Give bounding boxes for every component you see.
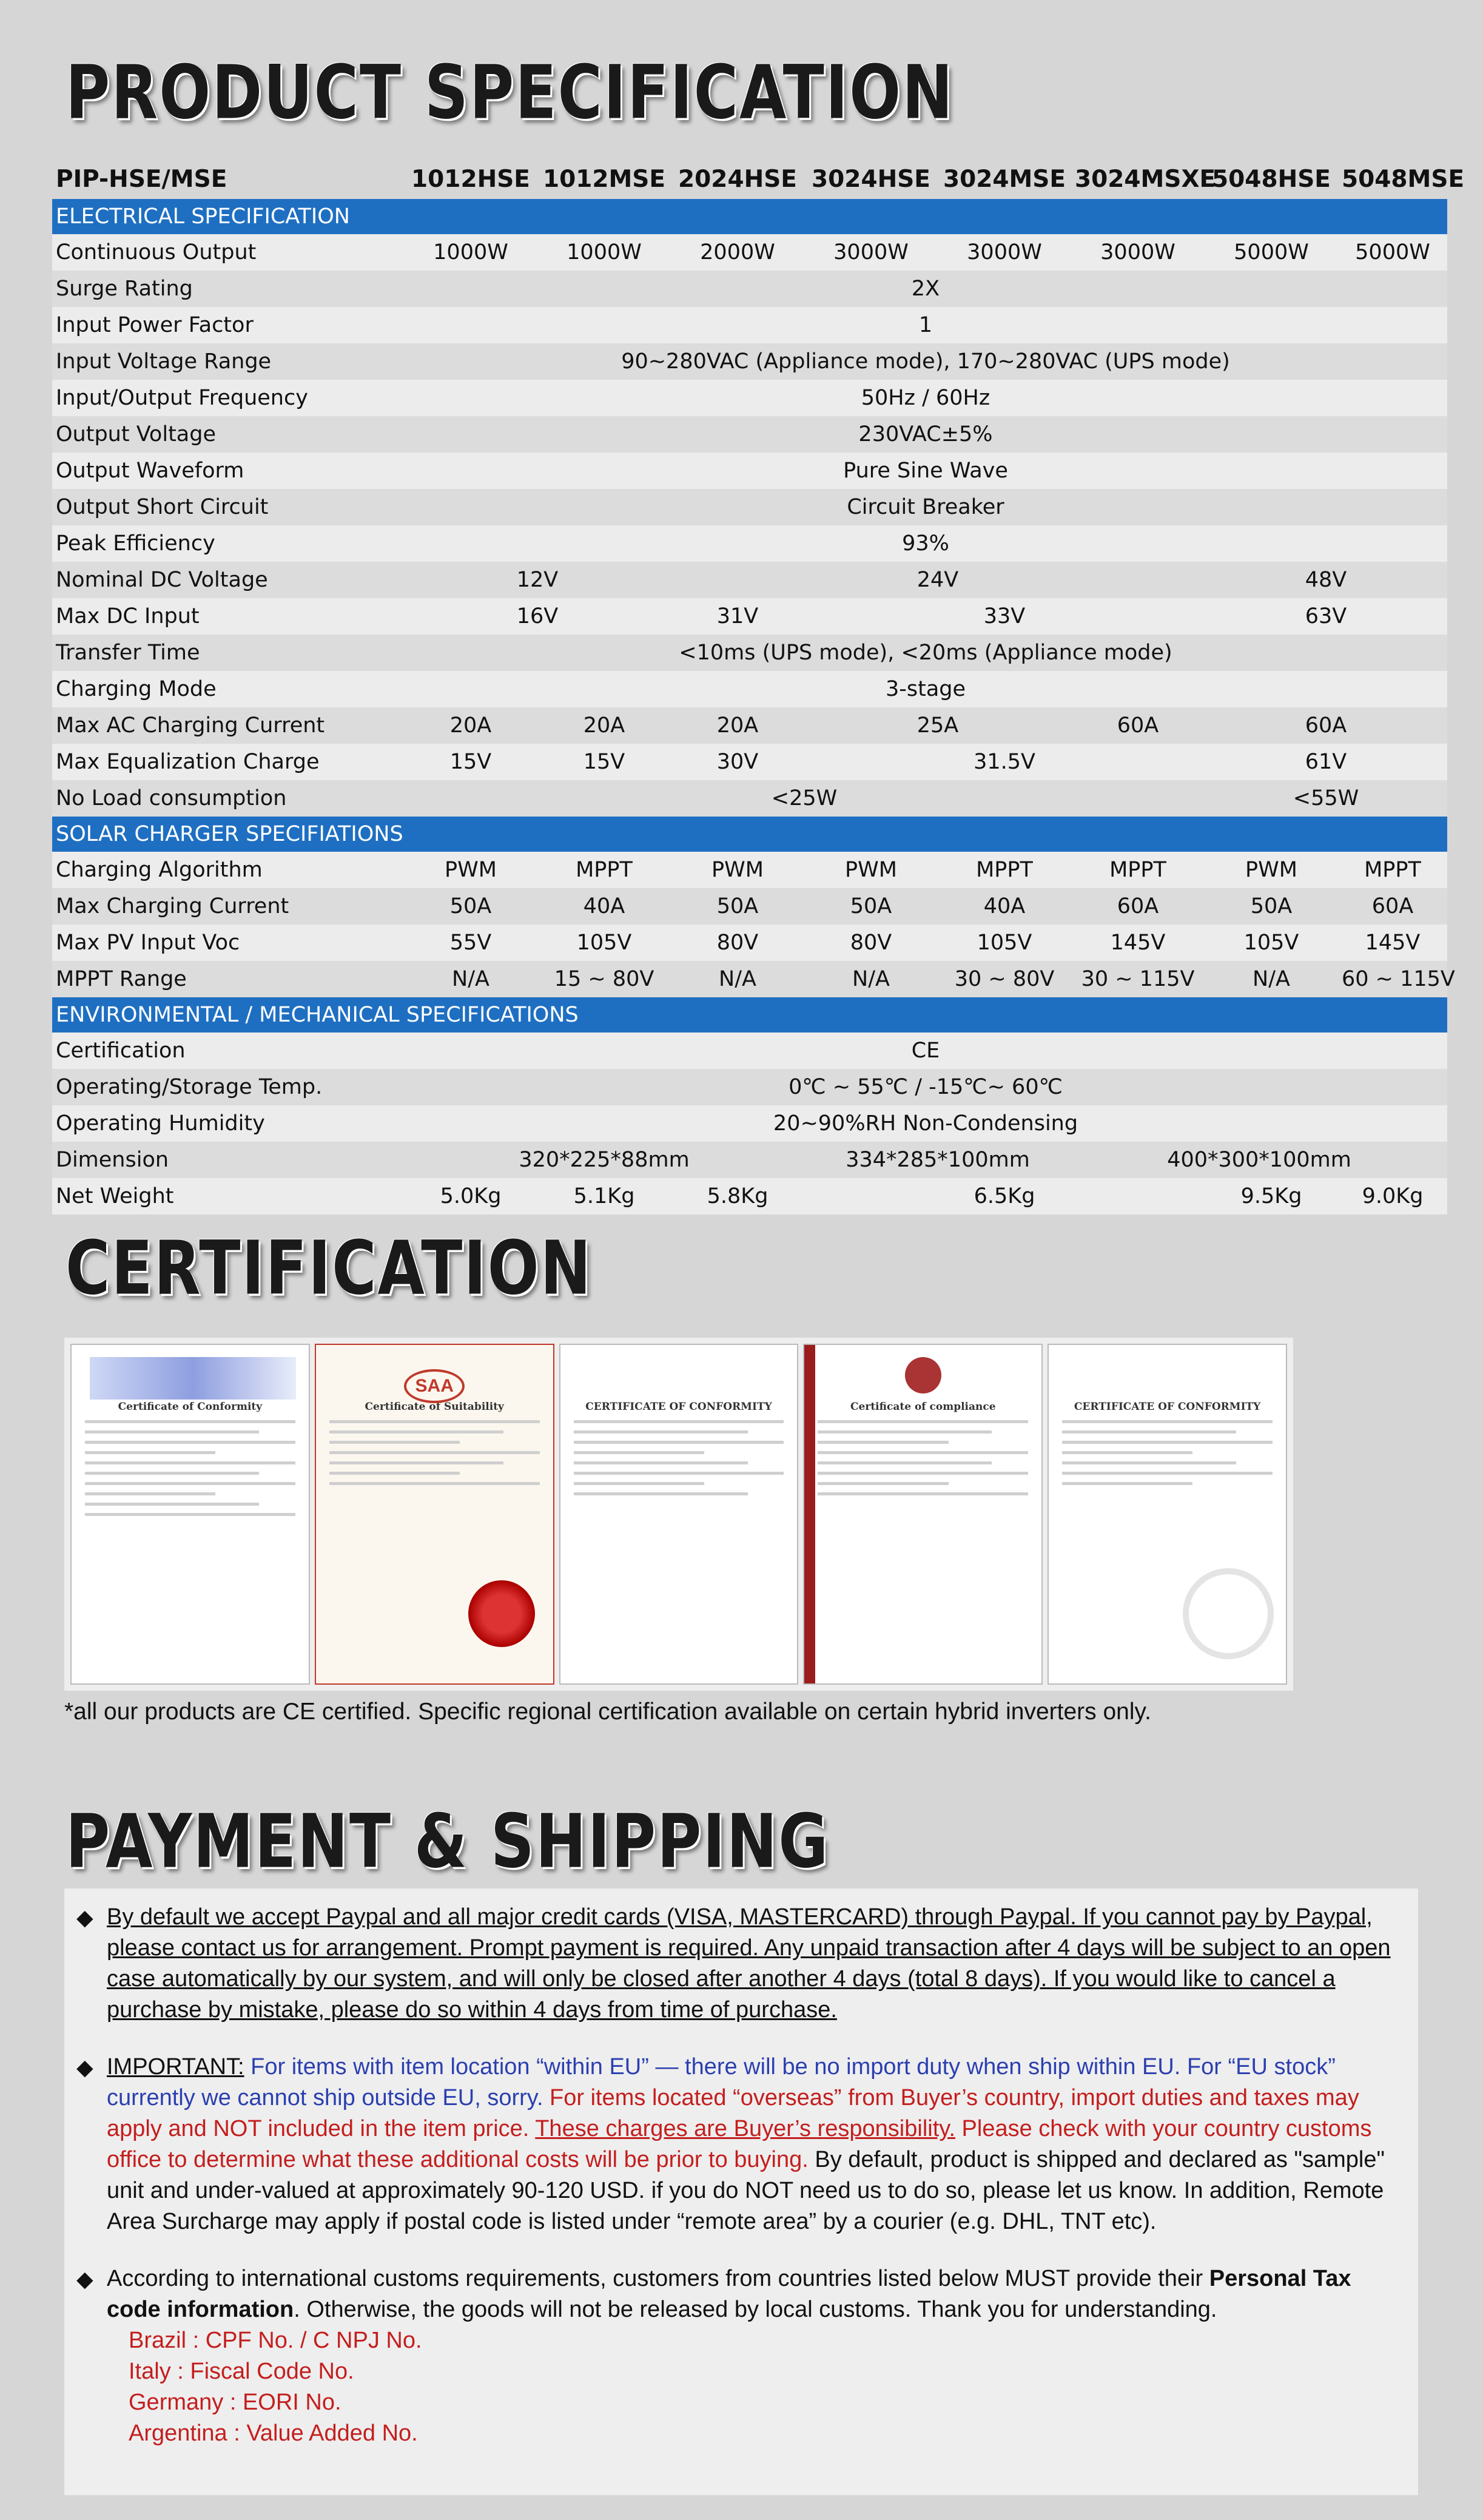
declaration-text: By default, product is shipped and declared as "sample" unit and under-valued at approximately 90-120 USD. if you do NOT need us to do so, please let us know. In addition, Remote Area Surcharge may apply if postal code is listed under “remote area” by a courier (e.g. DHL, TNT etc). [107, 2147, 1385, 2234]
table-cell: 33V [804, 598, 1205, 635]
table-cell: 90~280VAC (Appliance mode), 170~280VAC (UPS mode) [404, 343, 1447, 380]
table-cell: 9.0Kg [1338, 1178, 1447, 1215]
row-label: Output Waveform [52, 453, 404, 489]
table-cell: 400*300*100mm [1071, 1142, 1447, 1178]
table-cell: PWM [804, 852, 938, 888]
certificate-title: Certificate of Conformity [118, 1401, 263, 1413]
diamond-bullet-icon: ◆ [76, 2055, 93, 2080]
payment-methods-text: By default we accept Paypal and all major credit cards (VISA, MASTERCARD) through Paypal. If you cannot pay by Paypal, please contact us for arrangement. Prompt payment is required. Any unpaid transaction after 4 days will be subject to an open case automatically by our system, and will only be closed after another 4 days (total 8 days). If you would like to cancel a purchase by mistake, please do so within 4 days from time of purchase. [107, 1904, 1391, 2023]
table-cell: 55V [404, 925, 537, 961]
table-cell: 30 ~ 80V [938, 961, 1071, 997]
emblem-icon [905, 1357, 941, 1393]
table-cell: 20A [537, 707, 671, 744]
table-cell: 3000W [804, 234, 938, 271]
row-label: Operating Humidity [52, 1105, 404, 1142]
table-cell: <10ms (UPS mode), <20ms (Appliance mode) [404, 635, 1447, 671]
certificate-image-4 [803, 1344, 1043, 1685]
row-label: No Load consumption [52, 780, 404, 817]
table-cell: 24V [671, 562, 1205, 598]
table-row [52, 671, 1447, 707]
table-row [52, 416, 1447, 453]
row-label: Max AC Charging Current [52, 707, 404, 744]
table-cell: 40A [938, 888, 1071, 925]
certificate-image-3 [559, 1344, 799, 1685]
table-cell: 31.5V [804, 744, 1205, 780]
certificate-image-5 [1048, 1344, 1287, 1685]
table-cell: 80V [804, 925, 938, 961]
table-cell: MPPT [1338, 852, 1447, 888]
table-cell: N/A [804, 961, 938, 997]
table-cell: 31V [671, 598, 804, 635]
table-cell: 93% [404, 525, 1447, 562]
table-row [52, 271, 1447, 307]
table-cell: 25A [804, 707, 1071, 744]
table-cell: 5000W [1205, 234, 1338, 271]
certification-heading: CERTIFICATION [66, 1225, 593, 1312]
import-duty-text [107, 2052, 1406, 2237]
row-label: Max DC Input [52, 598, 404, 635]
row-label: Nominal DC Voltage [52, 562, 404, 598]
table-cell: 5.1Kg [537, 1178, 671, 1215]
certificate-image-1 [70, 1344, 310, 1685]
table-row [52, 961, 1447, 997]
table-row [52, 707, 1447, 744]
table-cell: MPPT [1071, 852, 1205, 888]
header-cell: 5048MSE [1342, 165, 1465, 193]
tax-code-paragraph [76, 2263, 1406, 2325]
table-row [52, 598, 1447, 635]
table-row [52, 744, 1447, 780]
table-cell: PWM [671, 852, 804, 888]
eu-stock-text: For items with item location “within EU” — there will be no import duty when ship within EU. For “EU stock” currently we cannot ship outside EU, sorry. [107, 2054, 1336, 2111]
table-cell: 1 [404, 307, 1447, 343]
table-row [52, 562, 1447, 598]
section-title: ENVIRONMENTAL / MECHANICAL SPECIFICATIONS [52, 997, 1447, 1033]
table-cell: 60 ~ 115V [1338, 961, 1447, 997]
table-cell: 30V [671, 744, 804, 780]
row-label: Continuous Output [52, 234, 404, 271]
table-cell: 50A [671, 888, 804, 925]
row-label: Input/Output Frequency [52, 380, 404, 416]
row-label: Output Short Circuit [52, 489, 404, 525]
table-cell: 40A [537, 888, 671, 925]
saa-logo: SAA [404, 1369, 465, 1403]
header-cell: 2024HSE [678, 165, 797, 193]
section-title: SOLAR CHARGER SPECIFIATIONS [52, 817, 1447, 852]
header-cell: 3024HSE [812, 165, 930, 193]
table-cell: MPPT [938, 852, 1071, 888]
section-header-row [52, 817, 1447, 852]
tax-code-text [107, 2263, 1406, 2325]
red-border-band [804, 1345, 815, 1683]
list-item: Argentina : Value Added No. [129, 2421, 418, 2446]
table-cell: 5.0Kg [404, 1178, 537, 1215]
table-row [52, 489, 1447, 525]
table-cell: Circuit Breaker [404, 489, 1447, 525]
customs-check-text: Please check with your country customs office to determine what these additional costs will be prior to buying. [107, 2116, 1372, 2172]
table-cell: 50A [1205, 888, 1338, 925]
header-cell: PIP-HSE/MSE [56, 165, 227, 193]
row-label: Operating/Storage Temp. [52, 1069, 404, 1105]
table-cell: 105V [938, 925, 1071, 961]
table-cell: 6.5Kg [804, 1178, 1205, 1215]
table-cell: 50A [404, 888, 537, 925]
specification-table [52, 159, 1465, 1215]
table-cell: 3000W [938, 234, 1071, 271]
diamond-bullet-icon: ◆ [76, 2266, 93, 2291]
row-label: MPPT Range [52, 961, 404, 997]
table-cell: 0℃ ~ 55℃ / -15℃~ 60℃ [404, 1069, 1447, 1105]
table-cell: 105V [1205, 925, 1338, 961]
table-row [52, 1142, 1447, 1178]
table-row [52, 380, 1447, 416]
table-cell: 63V [1205, 598, 1447, 635]
header-cell: 5048HSE [1212, 165, 1331, 193]
table-row [52, 343, 1447, 380]
table-cell: PWM [1205, 852, 1338, 888]
table-cell: N/A [1205, 961, 1338, 997]
table-cell: 230VAC±5% [404, 416, 1447, 453]
row-label: Surge Rating [52, 271, 404, 307]
table-cell: 15 ~ 80V [537, 961, 671, 997]
row-label: Charging Algorithm [52, 852, 404, 888]
red-seal-icon [468, 1580, 535, 1647]
row-label: Net Weight [52, 1178, 404, 1215]
table-cell: 2000W [671, 234, 804, 271]
section-header-row [52, 997, 1447, 1033]
certification-note: *all our products are CE certified. Specific regional certification available on certain hybrid inverters only. [64, 1699, 1151, 1725]
table-cell: 60A [1071, 888, 1205, 925]
payment-info-box [64, 1888, 1418, 2495]
table-row [52, 234, 1447, 271]
row-label: Dimension [52, 1142, 404, 1178]
table-row [52, 525, 1447, 562]
payment-shipping-heading: PAYMENT & SHIPPING [66, 1798, 830, 1885]
table-row [52, 1033, 1447, 1069]
important-label: IMPORTANT: [107, 2054, 244, 2080]
row-label: Max Charging Current [52, 888, 404, 925]
table-cell: 1000W [404, 234, 537, 271]
table-cell: 30 ~ 115V [1071, 961, 1205, 997]
row-label: Input Power Factor [52, 307, 404, 343]
table-cell: 61V [1205, 744, 1447, 780]
table-cell: 3000W [1071, 234, 1205, 271]
table-row [52, 1178, 1447, 1215]
watermark-icon [1183, 1568, 1274, 1659]
table-row [52, 635, 1447, 671]
list-item: Italy : Fiscal Code No. [129, 2359, 354, 2384]
table-cell: 48V [1205, 562, 1447, 598]
section-header-row [52, 199, 1447, 234]
import-duty-paragraph [76, 2052, 1406, 2237]
table-cell: 2X [404, 271, 1447, 307]
table-cell: 15V [537, 744, 671, 780]
table-cell: <55W [1205, 780, 1447, 817]
table-row [52, 453, 1447, 489]
table-row [52, 1069, 1447, 1105]
buyer-responsibility-text: These charges are Buyer’s responsibility. [535, 2116, 955, 2141]
header-cell: 1012HSE [411, 165, 530, 193]
table-row [52, 1105, 1447, 1142]
certificate-title: Certificate of compliance [850, 1401, 996, 1413]
certificate-title: CERTIFICATE OF CONFORMITY [585, 1401, 772, 1413]
table-cell: CE [404, 1033, 1447, 1069]
table-cell: 16V [404, 598, 671, 635]
certificate-image-2 [315, 1344, 554, 1685]
table-cell: 320*225*88mm [404, 1142, 804, 1178]
table-cell: 20~90%RH Non-Condensing [404, 1105, 1447, 1142]
overseas-text: For items located “overseas” from Buyer’s country, import duties and taxes may apply and NOT included in the item price. [107, 2085, 1359, 2141]
table-cell: 9.5Kg [1205, 1178, 1338, 1215]
row-label: Peak Efficiency [52, 525, 404, 562]
table-cell: 145V [1338, 925, 1447, 961]
tax-outro-text: . Otherwise, the goods will not be released by local customs. Thank you for understanding. [294, 2297, 1217, 2322]
table-cell: 3-stage [404, 671, 1447, 707]
table-cell: Pure Sine Wave [404, 453, 1447, 489]
table-cell: <25W [404, 780, 1205, 817]
tax-intro-text: According to international customs requirements, customers from countries listed below MUST provide their [107, 2266, 1209, 2291]
table-cell: 20A [671, 707, 804, 744]
table-cell: 60A [1338, 888, 1447, 925]
row-label: Max Equalization Charge [52, 744, 404, 780]
row-label: Input Voltage Range [52, 343, 404, 380]
row-label: Charging Mode [52, 671, 404, 707]
list-item: Brazil : CPF No. / C NPJ No. [129, 2328, 422, 2353]
tax-code-bold: Personal Tax code information [107, 2266, 1351, 2322]
table-row [52, 888, 1447, 925]
row-label: Output Voltage [52, 416, 404, 453]
table-header-row [52, 159, 1447, 199]
table-cell: 50A [804, 888, 938, 925]
table-row [52, 780, 1447, 817]
table-cell: 5000W [1338, 234, 1447, 271]
table-cell: 12V [404, 562, 671, 598]
table-cell: 145V [1071, 925, 1205, 961]
table-cell: 105V [537, 925, 671, 961]
header-cell: 3024MSXE [1075, 165, 1216, 193]
table-cell: 5.8Kg [671, 1178, 804, 1215]
certificate-title: Certificate of Suitability [365, 1401, 504, 1413]
diamond-bullet-icon: ◆ [76, 1905, 93, 1930]
table-cell: PWM [404, 852, 537, 888]
payment-paragraph [76, 1902, 1406, 2026]
table-cell: 1000W [537, 234, 671, 271]
table-cell: N/A [671, 961, 804, 997]
section-title: ELECTRICAL SPECIFICATION [52, 199, 1447, 234]
table-cell: 60A [1205, 707, 1447, 744]
header-cell: 1012MSE [542, 165, 666, 193]
table-cell: 80V [671, 925, 804, 961]
table-cell: N/A [404, 961, 537, 997]
table-cell: MPPT [537, 852, 671, 888]
table-cell: 50Hz / 60Hz [404, 380, 1447, 416]
list-item: Germany : EORI No. [129, 2390, 341, 2415]
table-cell: 334*285*100mm [804, 1142, 1071, 1178]
table-row [52, 925, 1447, 961]
table-cell: 15V [404, 744, 537, 780]
row-label: Transfer Time [52, 635, 404, 671]
table-row [52, 852, 1447, 888]
row-label: Certification [52, 1033, 404, 1069]
table-cell: 60A [1071, 707, 1205, 744]
product-specification-heading: PRODUCT SPECIFICATION [66, 49, 954, 136]
row-label: Max PV Input Voc [52, 925, 404, 961]
table-row [52, 307, 1447, 343]
tax-code-list [76, 2325, 1406, 2449]
table-cell: 20A [404, 707, 537, 744]
certificate-gallery [64, 1338, 1293, 1691]
world-map-banner [90, 1357, 296, 1400]
header-cell: 3024MSE [943, 165, 1066, 193]
certificate-title: CERTIFICATE OF CONFORMITY [1074, 1401, 1261, 1413]
